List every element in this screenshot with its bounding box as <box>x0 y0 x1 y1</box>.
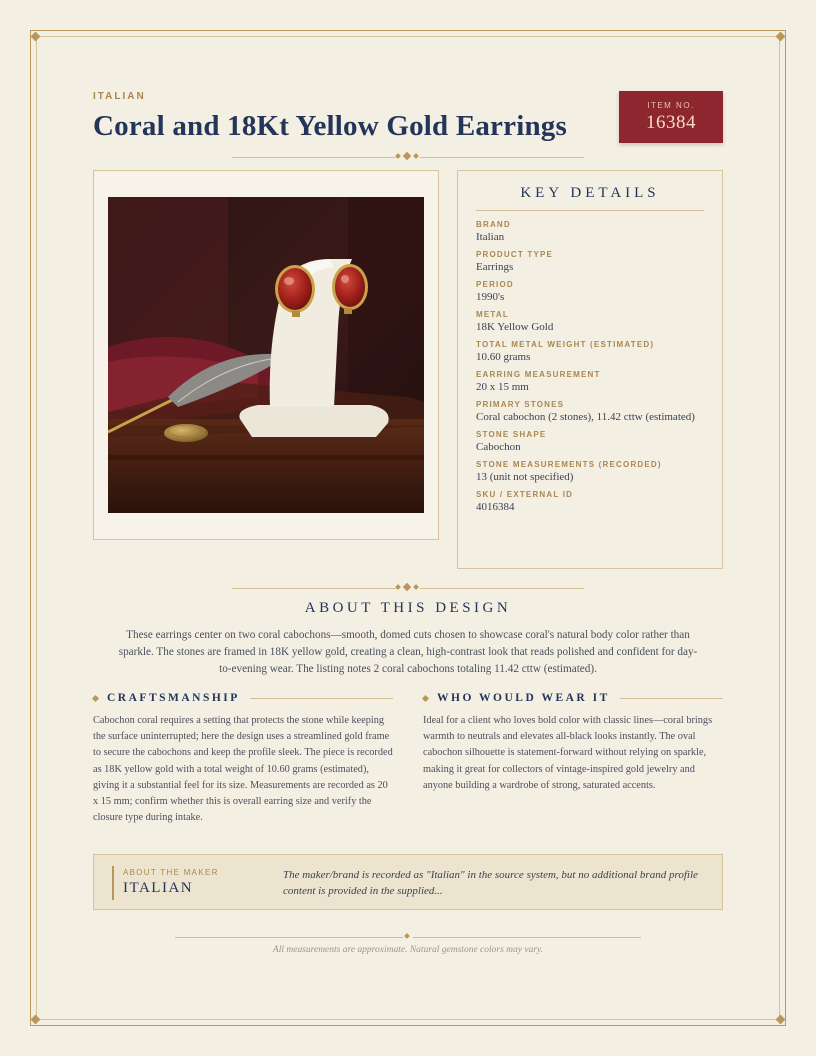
detail-label: TOTAL METAL WEIGHT (ESTIMATED) <box>476 340 655 349</box>
detail-value: Earrings <box>476 261 514 273</box>
heading-rule <box>250 698 393 699</box>
detail-value: 1990's <box>476 291 505 303</box>
title-divider <box>232 157 396 158</box>
item-number-badge <box>619 91 723 143</box>
craftsmanship-text: Cabochon coral requires a setting that protects the stone while keeping the surface uninterrupted; here the design uses a streamlined gold frame to secure the cabochons and keep the profile sleek. The piece is recorded as 18K yellow gold with a total weight of 10.60 grams (estimated), giving it a substantial feel for its size. Measurements are recorded as 20 x 15 mm; confirm whether this is overall earring size and verify the closure type during intake. <box>93 715 393 824</box>
page-title: Coral and 18Kt Yellow Gold Earrings <box>93 110 567 142</box>
title-divider <box>420 157 584 158</box>
detail-row-period <box>476 280 704 304</box>
diamond-bullet-icon <box>422 694 429 701</box>
who-wears-text: Ideal for a client who loves bold color with classic lines—coral brings warmth to neutrals and elevates all-black looks instantly. The oval cabochon silhouette is statement-forward without relying on sparkle, making it great for collectors of vintage-inspired gold jewelry and anyone building a wardrobe of strong, saturated accents. <box>423 715 713 791</box>
who-wears-heading-row <box>423 692 723 704</box>
detail-label: SKU / EXTERNAL ID <box>476 490 574 499</box>
detail-value: Coral cabochon (2 stones), 11.42 cttw (estimated) <box>476 411 695 423</box>
craftsmanship-heading-row <box>93 692 393 704</box>
key-details-panel <box>457 170 723 569</box>
key-details-list <box>458 211 722 514</box>
detail-label: PRODUCT TYPE <box>476 250 554 259</box>
about-divider <box>420 588 584 589</box>
heading-rule <box>620 698 723 699</box>
detail-row-sku <box>476 490 704 514</box>
footer-divider <box>413 937 641 938</box>
footer-divider <box>175 937 403 938</box>
detail-value: 4016384 <box>476 501 515 513</box>
item-number-value: 16384 <box>646 112 696 133</box>
detail-label: STONE SHAPE <box>476 430 547 439</box>
detail-row-metal <box>476 310 704 334</box>
detail-row-metal-weight <box>476 340 704 364</box>
craftsmanship-heading: CRAFTSMANSHIP <box>107 692 240 704</box>
key-details-heading: KEY DETAILS <box>520 185 660 201</box>
about-text: These earrings center on two coral cabochons—smooth, domed cuts chosen to showcase coral's natural body color rather than sparkle. The stones are framed in 18K yellow gold, creating a clean, high-contrast look that reads polished and confident for day-to-evening wear. The listing notes 2 coral cabochons totaling 11.42 cttw (estimated). <box>118 629 698 675</box>
about-maker-panel <box>93 854 723 910</box>
diamond-ornament-icon <box>396 584 418 590</box>
footer-note: All measurements are approximate. Natural gemstone colors may vary. <box>272 945 544 955</box>
detail-label: EARRING MEASUREMENT <box>476 370 601 379</box>
maker-accent-bar <box>112 866 114 900</box>
detail-label: METAL <box>476 310 509 319</box>
detail-label: BRAND <box>476 220 511 229</box>
detail-row-product-type <box>476 250 704 274</box>
diamond-ornament-icon <box>396 153 418 159</box>
detail-row-earring-measurement <box>476 370 704 394</box>
product-photo <box>108 197 424 513</box>
detail-row-brand <box>476 220 704 244</box>
detail-value: Cabochon <box>476 441 521 453</box>
detail-value: 18K Yellow Gold <box>476 321 554 333</box>
detail-label: PRIMARY STONES <box>476 400 565 409</box>
detail-value: 10.60 grams <box>476 351 531 363</box>
diamond-ornament-icon <box>405 934 409 938</box>
about-divider <box>232 588 396 589</box>
about-heading: ABOUT THIS DESIGN <box>304 600 512 616</box>
detail-value: Italian <box>476 231 505 243</box>
brand-eyebrow: ITALIAN <box>93 91 146 102</box>
maker-description: The maker/brand is recorded as "Italian" in the source system, but no additional brand profile content is provided in the supplied... <box>283 869 698 897</box>
detail-label: STONE MEASUREMENTS (RECORDED) <box>476 460 662 469</box>
detail-row-stone-shape <box>476 430 704 454</box>
detail-label: PERIOD <box>476 280 514 289</box>
maker-label: ABOUT THE MAKER <box>123 868 219 877</box>
detail-row-primary-stones <box>476 400 704 424</box>
diamond-bullet-icon <box>92 694 99 701</box>
detail-row-stone-measurements <box>476 460 704 484</box>
maker-name: ITALIAN <box>123 880 194 896</box>
detail-value: 20 x 15 mm <box>476 381 529 393</box>
who-wears-heading: WHO WOULD WEAR IT <box>437 692 610 704</box>
detail-value: 13 (unit not specified) <box>476 471 574 483</box>
item-number-label: ITEM NO. <box>647 101 695 110</box>
product-photo-card <box>93 170 439 540</box>
